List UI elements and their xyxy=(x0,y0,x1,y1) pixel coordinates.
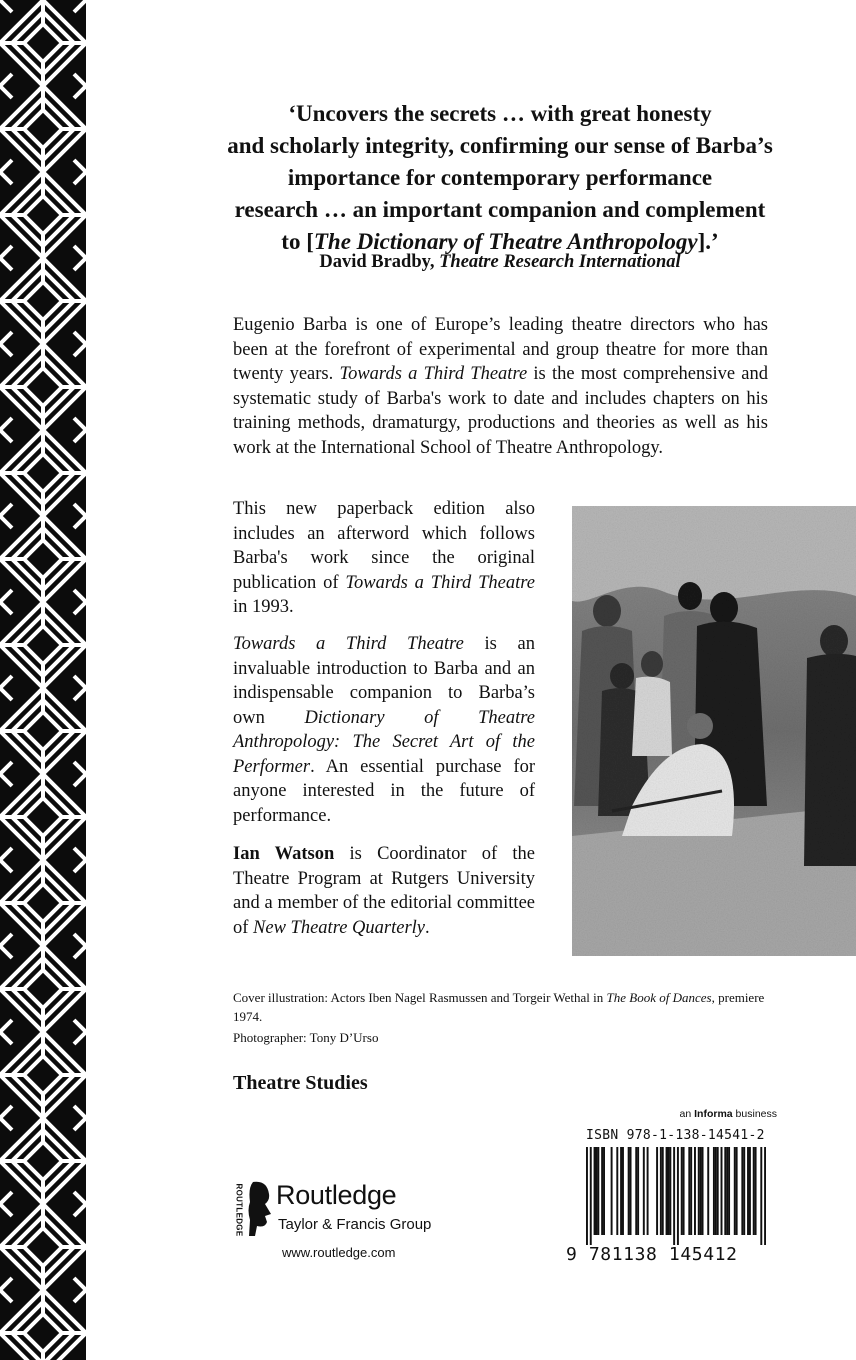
barcode-bar xyxy=(741,1147,743,1235)
barcode-bar xyxy=(728,1147,730,1235)
barcode-bar xyxy=(702,1147,704,1235)
book-title: Towards a Third Theatre xyxy=(339,364,528,384)
blurb-text: is the most comprehensive and systematic study of Barba's work to date and includes chapters on his training methods, dramaturgy, productions and theories as well as his work at the International School of Theatre Anthropology. xyxy=(233,364,768,458)
publisher-url: www.routledge.com xyxy=(282,1245,396,1260)
barcode-bar xyxy=(677,1147,679,1245)
barcode-bar xyxy=(749,1147,751,1235)
barcode-bar xyxy=(681,1147,683,1235)
barcode-bar xyxy=(662,1147,664,1235)
barcode-bar xyxy=(586,1147,588,1245)
quote-book-title: The Dictionary of Theatre Anthropology xyxy=(313,229,698,254)
barcode-bar xyxy=(713,1147,715,1235)
journal-title: New Theatre Quarterly xyxy=(253,917,426,938)
caption-text: , premiere 1974. xyxy=(233,990,765,1024)
barcode-bar xyxy=(616,1147,618,1235)
review-quote xyxy=(200,98,800,258)
caption-text: Cover illustration: Actors Iben Nagel Rasmussen and Torgeir Wethal in xyxy=(233,990,607,1005)
informa-tagline xyxy=(652,1108,777,1120)
publisher-name: Routledge xyxy=(276,1180,397,1210)
barcode-bar xyxy=(622,1147,624,1235)
barcode-bar xyxy=(635,1147,637,1235)
blurb-text: is an invaluable introduction to Barba and an indispensable companion to Barba’s own xyxy=(233,634,535,728)
barcode-bar xyxy=(688,1147,690,1235)
photographer-credit: Photographer: Tony D’Urso xyxy=(233,1030,379,1045)
barcode-bar xyxy=(753,1147,755,1235)
barcode-bar xyxy=(643,1147,645,1235)
reviewer-name: David Bradby, xyxy=(319,252,435,272)
barcode-bar xyxy=(726,1147,728,1235)
quote-line: importance for contemporary performance xyxy=(287,165,713,190)
book-title: Dictionary of Theatre Anthropology: The Secret Art of the Performer xyxy=(233,707,535,777)
barcode-bars xyxy=(586,1147,766,1245)
ean-digits: 9 781138 145412 xyxy=(566,1244,738,1265)
author-name: Ian Watson xyxy=(233,844,335,864)
blurb-text: This new paperback edition also includes an afterword which follows Barba's work since the original publication of xyxy=(233,499,535,593)
informa-text: business xyxy=(732,1108,777,1120)
barcode-bar xyxy=(603,1147,605,1235)
barcode-bar xyxy=(747,1147,749,1235)
barcode-bar xyxy=(595,1147,597,1235)
quote-line: and scholarly integrity, confirming our sense of Barba’s xyxy=(227,133,773,158)
barcode-bar xyxy=(630,1147,632,1235)
barcode-bar xyxy=(707,1147,709,1235)
informa-text: an xyxy=(679,1108,695,1120)
barcode-bar xyxy=(656,1147,658,1235)
quote-text: to [ xyxy=(281,229,314,254)
barcode-bar xyxy=(683,1147,685,1235)
quote-line: ‘Uncovers the secrets … with great honesty xyxy=(288,101,712,126)
cover-caption xyxy=(233,988,793,1026)
barcode-bar xyxy=(590,1147,592,1245)
routledge-head-icon xyxy=(247,1180,273,1238)
blurb-paragraph-2 xyxy=(233,497,535,620)
barcode-bar xyxy=(755,1147,757,1235)
barcode-bar xyxy=(698,1147,700,1235)
blurb-text: is Coordinator of the Theatre Program at Rutgers University and a member of the editorial committee of xyxy=(233,844,535,938)
review-publication: Theatre Research International xyxy=(439,252,681,272)
quote-line: research … an important companion and complement xyxy=(234,197,766,222)
barcode-bar xyxy=(666,1147,668,1235)
barcode-bar xyxy=(764,1147,766,1245)
spine-pattern xyxy=(0,0,86,1360)
blurb-text: Eugenio Barba is one of Europe’s leading theatre directors who has been at the forefront of experimental and group theatre for more than twenty years. xyxy=(233,315,768,384)
barcode-bar xyxy=(715,1147,717,1235)
barcode-bar xyxy=(601,1147,603,1235)
book-title: Towards a Third Theatre xyxy=(345,572,535,593)
barcode-bar xyxy=(743,1147,745,1235)
blurb-text: in 1993. xyxy=(233,597,294,617)
barcode-bar xyxy=(669,1147,671,1235)
blurb-paragraph-1 xyxy=(233,313,768,460)
barcode-bar xyxy=(690,1147,692,1235)
barcode-bar xyxy=(760,1147,762,1245)
barcode-bar xyxy=(700,1147,702,1235)
barcode-bar xyxy=(594,1147,596,1235)
barcode-bar xyxy=(717,1147,719,1235)
barcode-bar xyxy=(673,1147,675,1245)
barcode-bar xyxy=(721,1147,723,1235)
barcode-bar xyxy=(628,1147,630,1235)
blurb-text: . An essential purchase for anyone interested in the future of performance. xyxy=(233,756,535,826)
barcode-bar xyxy=(637,1147,639,1235)
barcode-bar xyxy=(736,1147,738,1235)
blurb-paragraph-3 xyxy=(233,632,535,828)
blurb-text: . xyxy=(425,917,430,938)
publisher-group: Taylor & Francis Group xyxy=(278,1216,432,1233)
barcode-bar xyxy=(734,1147,736,1235)
review-attribution xyxy=(200,252,800,273)
performers-photo xyxy=(572,506,856,956)
spine-pattern-graphic xyxy=(0,0,86,1360)
author-bio xyxy=(233,842,535,940)
barcode-bar xyxy=(597,1147,599,1235)
isbn-label: ISBN 978-1-138-14541-2 xyxy=(586,1128,765,1143)
barcode-bar xyxy=(694,1147,696,1235)
informa-brand: Informa xyxy=(694,1108,733,1120)
barcode-bar xyxy=(660,1147,662,1235)
barcode-bar xyxy=(724,1147,726,1235)
book-title: Towards a Third Theatre xyxy=(233,634,464,654)
vertical-mark-text: ROUTLEDGE xyxy=(234,1183,244,1237)
barcode-bar xyxy=(647,1147,649,1235)
series-label: Theatre Studies xyxy=(233,1072,368,1094)
barcode-bar xyxy=(620,1147,622,1235)
quote-text: ].’ xyxy=(697,229,719,254)
routledge-vertical-mark xyxy=(232,1182,246,1238)
barcode xyxy=(586,1147,766,1245)
production-title: The Book of Dances xyxy=(606,990,712,1005)
cover-photograph xyxy=(572,506,856,956)
barcode-bar xyxy=(611,1147,613,1235)
barcode-bar xyxy=(667,1147,669,1235)
